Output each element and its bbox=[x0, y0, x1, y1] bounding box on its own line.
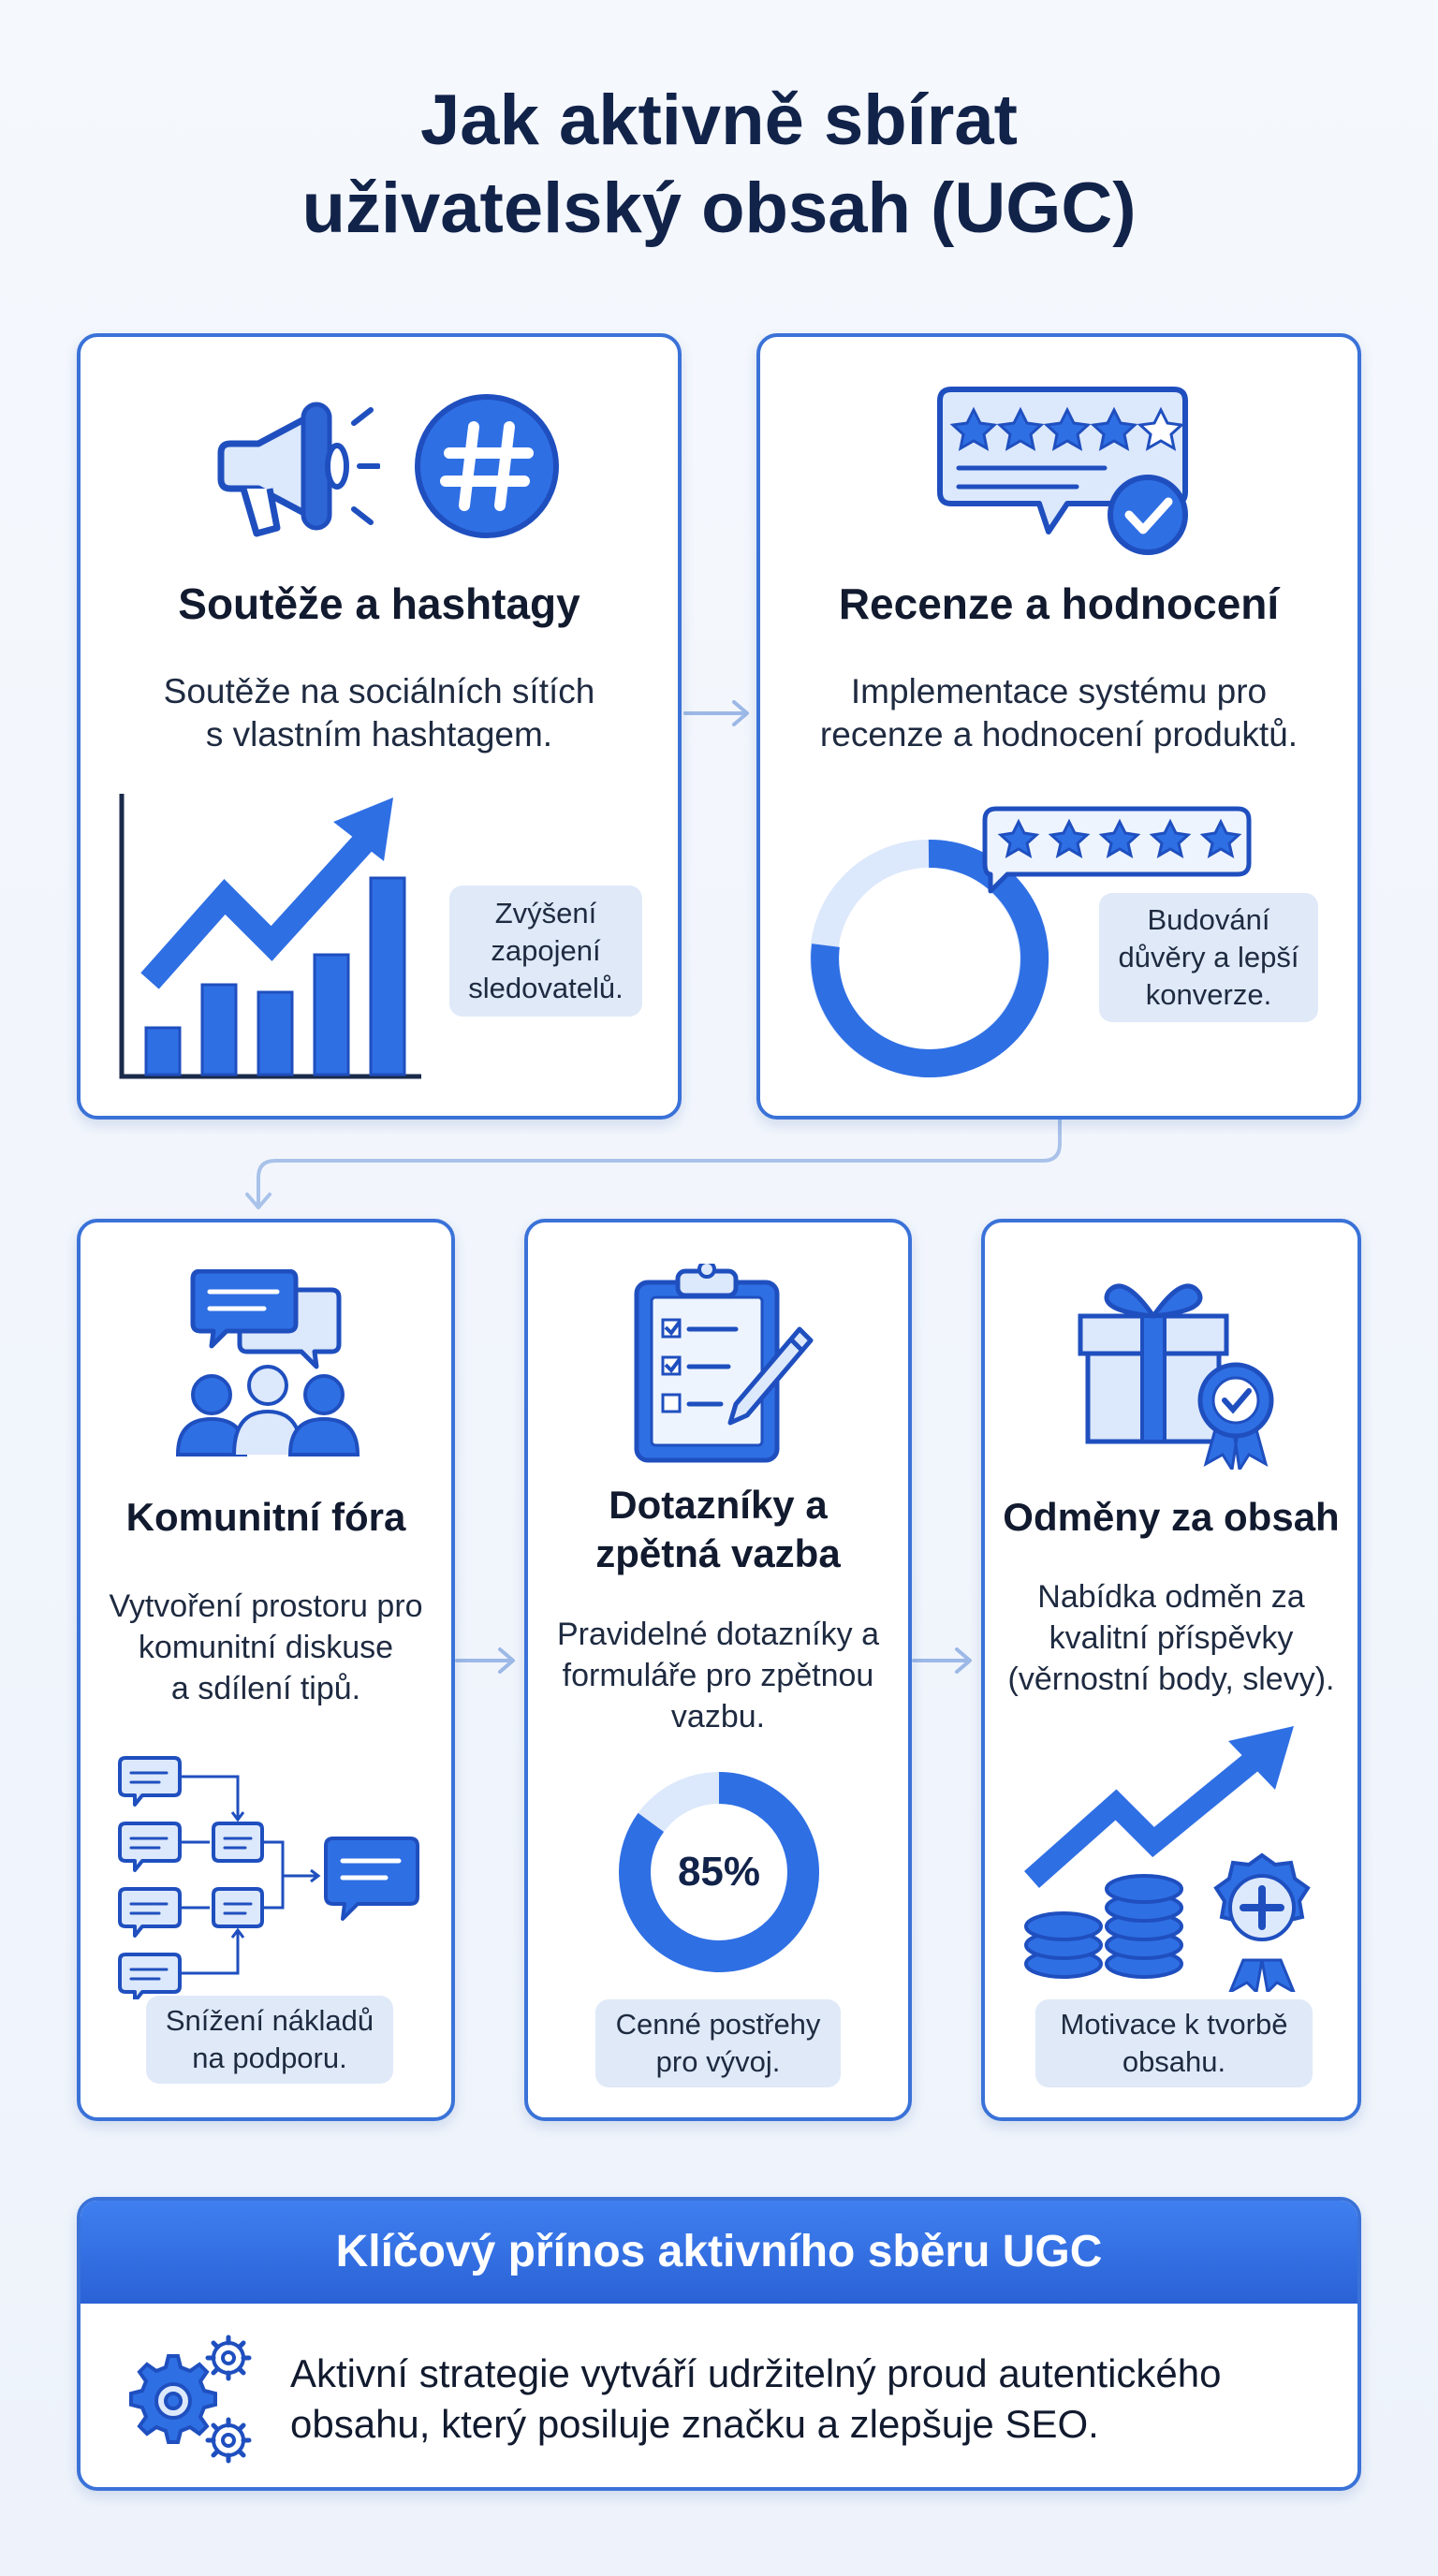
card-title: Soutěže a hashtagy bbox=[178, 579, 580, 628]
card-contests-hashtags bbox=[77, 333, 682, 1120]
card-title: Komunitní fóra bbox=[125, 1495, 406, 1539]
arrow-connector-row bbox=[234, 1114, 1077, 1217]
benefit-badge: Budování důvěry a lepší konverze. bbox=[1099, 893, 1318, 1022]
benefit-badge: Motivace k tvorbě obsahu. bbox=[1035, 1999, 1313, 2087]
card-title: Recenze a hodnocení bbox=[838, 579, 1280, 628]
card-community-forums bbox=[77, 1219, 455, 2121]
donut-label: 85% bbox=[677, 1849, 761, 1895]
message-flow-icon bbox=[118, 1756, 427, 1999]
card-surveys-feedback bbox=[524, 1219, 912, 2121]
card-description: Pravidelné dotazníky a formuláře pro zpětnou vazbu. bbox=[557, 1617, 879, 1734]
growth-bar-chart-icon bbox=[112, 784, 431, 1084]
card-description: Nabídka odměn za kvalitní příspěvky (věrnostní body, slevy). bbox=[1007, 1579, 1335, 1697]
page-title-line1: Jak aktivně sbírat bbox=[420, 80, 1018, 160]
key-benefit-banner bbox=[77, 2197, 1361, 2491]
clipboard-checklist-icon bbox=[631, 1264, 818, 1470]
hashtag-icon bbox=[412, 391, 562, 541]
megaphone-icon bbox=[202, 388, 380, 547]
community-chat-icon bbox=[174, 1269, 361, 1466]
donut-chart-icon bbox=[614, 1767, 824, 1977]
gears-icon bbox=[118, 2330, 258, 2470]
card-description: Soutěže na sociálních sítích s vlastním hashtagem. bbox=[163, 672, 595, 754]
card-content-rewards bbox=[981, 1219, 1361, 2121]
gift-badge-icon bbox=[1077, 1264, 1283, 1470]
banner-text: Aktivní strategie vytváří udržitelný proud autentického obsahu, který posiluje značku a zlepšuje SEO. bbox=[290, 2351, 1222, 2446]
card-reviews-ratings bbox=[756, 333, 1361, 1120]
card-description: Implementace systému pro recenze a hodnocení produktů. bbox=[819, 672, 1299, 754]
banner-title: Klíčový přínos aktivního sběru UGC bbox=[81, 2201, 1357, 2304]
card-title: Dotazníky a zpětná vazba bbox=[595, 1483, 841, 1575]
arrow-connector-1 bbox=[682, 695, 756, 732]
benefit-badge: Zvýšení zapojení sledovatelů. bbox=[449, 886, 642, 1017]
card-title: Odměny za obsah bbox=[1003, 1495, 1340, 1539]
page-title-line2: uživatelský obsah (UGC) bbox=[301, 168, 1137, 248]
arrow-connector-2 bbox=[453, 1642, 521, 1679]
card-description: Vytvoření prostoru pro komunitní diskuse a sdílení tipů. bbox=[109, 1588, 423, 1706]
benefit-badge: Cenné postřehy pro vývoj. bbox=[595, 1999, 841, 2087]
benefit-badge: Snížení nákladů na podporu. bbox=[146, 1996, 393, 2084]
page-title bbox=[0, 77, 1438, 253]
coins-growth-icon bbox=[1022, 1720, 1331, 1992]
review-bubble-icon bbox=[927, 382, 1198, 560]
arrow-connector-3 bbox=[910, 1642, 977, 1679]
